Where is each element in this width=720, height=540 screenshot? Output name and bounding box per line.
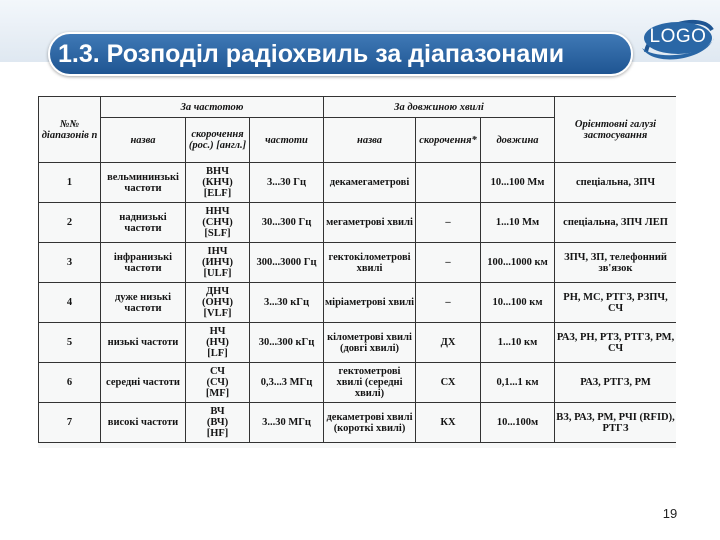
cell-wave-abbr: – bbox=[416, 243, 481, 283]
cell-wave-name: декаметрові хвилі (короткі хвилі) bbox=[324, 403, 416, 443]
cell-freq-name: низькі частоти bbox=[101, 323, 186, 363]
cell-wave-abbr: – bbox=[416, 203, 481, 243]
header-band-no: №№ діапазонів n bbox=[39, 97, 101, 163]
header-wave-name: назва bbox=[324, 118, 416, 163]
header-by-wavelength: За довжиною хвилі bbox=[324, 97, 555, 118]
cell-abbr bbox=[186, 403, 250, 443]
table-row bbox=[39, 203, 677, 243]
table-row bbox=[39, 283, 677, 323]
cell-n: 3 bbox=[39, 243, 101, 283]
cell-abbr bbox=[186, 283, 250, 323]
header-application: Орієнтовні галузі застосування bbox=[555, 97, 676, 163]
cell-wave-name: гектокілометрові хвилі bbox=[324, 243, 416, 283]
abbr-ua: НЧ bbox=[209, 326, 226, 337]
cell-n: 7 bbox=[39, 403, 101, 443]
header-wave-length: довжина bbox=[481, 118, 555, 163]
abbr-en: [LF] bbox=[207, 348, 228, 359]
table-row bbox=[39, 163, 677, 203]
cell-wave-length: 10...100 км bbox=[481, 283, 555, 323]
header-frequencies: частоти bbox=[250, 118, 324, 163]
cell-abbr bbox=[186, 363, 250, 403]
cell-wave-name: міріаметрові хвилі bbox=[324, 283, 416, 323]
cell-abbr bbox=[186, 323, 250, 363]
cell-freq-name: наднизькі частоти bbox=[101, 203, 186, 243]
cell-freq-name: високі частоти bbox=[101, 403, 186, 443]
abbr-en: [SLF] bbox=[204, 228, 231, 239]
logo bbox=[640, 8, 716, 64]
cell-freq-name: інфранизькі частоти bbox=[101, 243, 186, 283]
cell-frequency: 30...300 кГц bbox=[250, 323, 324, 363]
abbr-ua: ІНЧ bbox=[207, 246, 228, 257]
cell-wave-length: 100...1000 км bbox=[481, 243, 555, 283]
radio-bands-table-image bbox=[38, 96, 676, 448]
abbr-ua: СЧ bbox=[209, 366, 226, 377]
abbr-ru: (ВЧ) bbox=[206, 417, 229, 428]
cell-wave-abbr: СХ bbox=[416, 363, 481, 403]
cell-application: РАЗ, РН, РТЗ, РТГЗ, РМ, СЧ bbox=[555, 323, 676, 363]
cell-application: спеціальна, ЗПЧ ЛЕП bbox=[555, 203, 676, 243]
header-freq-abbr: скорочення (рос.) [англ.] bbox=[186, 118, 250, 163]
abbr-ru: (ИНЧ) bbox=[201, 257, 234, 268]
abbr-en: [VLF] bbox=[203, 308, 232, 319]
cell-wave-abbr: ДХ bbox=[416, 323, 481, 363]
cell-application: ЗПЧ, ЗП, телефонний зв'язок bbox=[555, 243, 676, 283]
abbr-ua: ДНЧ bbox=[205, 286, 230, 297]
abbr-ru: (КНЧ) bbox=[202, 177, 233, 188]
header-freq-name: назва bbox=[101, 118, 186, 163]
logo-text: LOGO bbox=[649, 26, 707, 47]
cell-wave-name: кілометрові хвилі (довгі хвилі) bbox=[324, 323, 416, 363]
cell-freq-name: вельмининзькі частоти bbox=[101, 163, 186, 203]
cell-n: 1 bbox=[39, 163, 101, 203]
cell-application: ВЗ, РАЗ, РМ, РЧІ (RFID), РТГЗ bbox=[555, 403, 676, 443]
radio-bands-table bbox=[38, 96, 676, 443]
cell-abbr bbox=[186, 203, 250, 243]
cell-frequency: 3...30 Гц bbox=[250, 163, 324, 203]
abbr-ru: (НЧ) bbox=[206, 337, 229, 348]
abbr-en: [HF] bbox=[206, 428, 229, 439]
cell-wave-abbr: КХ bbox=[416, 403, 481, 443]
cell-wave-length: 10...100 Мм bbox=[481, 163, 555, 203]
cell-wave-name: декамегаметрові bbox=[324, 163, 416, 203]
cell-frequency: 0,3...3 МГц bbox=[250, 363, 324, 403]
cell-application: спеціальна, ЗПЧ bbox=[555, 163, 676, 203]
abbr-ua: ВЧ bbox=[210, 406, 225, 417]
page-number: 19 bbox=[662, 506, 678, 521]
table-row bbox=[39, 323, 677, 363]
slide-title: 1.3. Розподіл радіохвиль за діапазонами bbox=[58, 40, 565, 68]
cell-wave-length: 1...10 Мм bbox=[481, 203, 555, 243]
cell-abbr bbox=[186, 243, 250, 283]
abbr-ru: (ОНЧ) bbox=[201, 297, 234, 308]
header-by-frequency: За частотою bbox=[101, 97, 324, 118]
cell-wave-abbr bbox=[416, 163, 481, 203]
cell-application: РН, МС, РТГЗ, РЗПЧ, СЧ bbox=[555, 283, 676, 323]
abbr-ua: ВНЧ bbox=[206, 166, 229, 177]
cell-n: 2 bbox=[39, 203, 101, 243]
table-row bbox=[39, 243, 677, 283]
cell-wave-length: 10...100м bbox=[481, 403, 555, 443]
cell-n: 6 bbox=[39, 363, 101, 403]
cell-wave-name: мегаметрові хвилі bbox=[324, 203, 416, 243]
table-row bbox=[39, 403, 677, 443]
table-group-header-row bbox=[39, 97, 677, 118]
cell-wave-abbr: – bbox=[416, 283, 481, 323]
slide-title-box bbox=[48, 32, 633, 76]
cell-frequency: 300...3000 Гц bbox=[250, 243, 324, 283]
cell-wave-name: гектометрові хвилі (середні хвилі) bbox=[324, 363, 416, 403]
header-wave-abbr: скорочення* bbox=[416, 118, 481, 163]
abbr-en: [ELF] bbox=[203, 188, 232, 199]
cell-frequency: 3...30 кГц bbox=[250, 283, 324, 323]
table-row bbox=[39, 363, 677, 403]
abbr-ru: (СНЧ) bbox=[202, 217, 233, 228]
cell-wave-length: 0,1...1 км bbox=[481, 363, 555, 403]
cell-frequency: 30...300 Гц bbox=[250, 203, 324, 243]
abbr-ua: ННЧ bbox=[205, 206, 230, 217]
cell-wave-length: 1...10 км bbox=[481, 323, 555, 363]
cell-n: 5 bbox=[39, 323, 101, 363]
abbr-ru: (СЧ) bbox=[206, 377, 229, 388]
cell-n: 4 bbox=[39, 283, 101, 323]
cell-freq-name: середні частоти bbox=[101, 363, 186, 403]
cell-frequency: 3...30 МГц bbox=[250, 403, 324, 443]
abbr-en: [MF] bbox=[205, 388, 230, 399]
cell-application: РАЗ, РТГЗ, РМ bbox=[555, 363, 676, 403]
cell-abbr bbox=[186, 163, 250, 203]
abbr-en: [ULF] bbox=[203, 268, 232, 279]
cell-freq-name: дуже низькі частоти bbox=[101, 283, 186, 323]
